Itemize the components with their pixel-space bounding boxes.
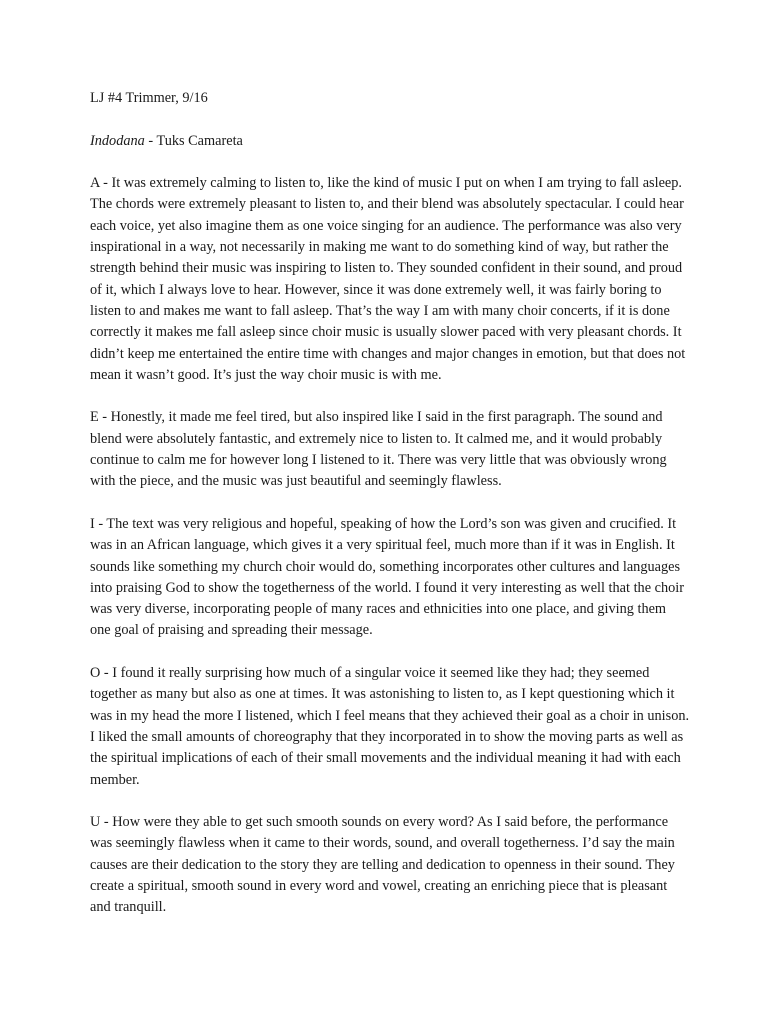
performer-name: Tuks Camareta	[156, 132, 243, 149]
piece-title-line	[90, 131, 690, 152]
title-separator: -	[144, 132, 157, 149]
paragraph-i: I - The text was very religious and hopeful, speaking of how the Lord’s son was given and crucified. It was in an African language, which gives it a very spiritual feel, much more than if it was in English. It sounds like something my church choir would do, something incorporates other cultures and languages into praising God to show the togetherness of the world. I found it very interesting as well that the choir was very diverse, incorporating people of many races and ethnicities into one place, and giving them one goal of praising and spreading their message.	[90, 515, 684, 639]
paragraph-o: O - I found it really surprising how much of a singular voice it seemed like they had; they seemed together as many but also as one at times. It was astonishing to listen to, as I kept questioning which it was in my head the more I listened, which I feel means that they achieved their goal as a choir in unison. I liked the small amounts of choreography that they incorporated in to show the moving parts as well as the spiritual implications of each of their small movements and the individual meaning it had with each member.	[90, 665, 690, 788]
piece-title: Indodana	[90, 132, 145, 149]
journal-heading: LJ #4 Trimmer, 9/16	[90, 90, 208, 106]
paragraph-u: U - How were they able to get such smooth sounds on every word? As I said before, the performance was seemingly flawless when it came to their words, sound, and overall togetherness. I’d say the main causes are their dedication to the story they are telling and dedication to openness in their sound. They create a spiritual, smooth sound in every word and vowel, creating an enriching piece that is pleasant and tranquill.	[90, 814, 675, 916]
paragraph-e: E - Honestly, it made me feel tired, but also inspired like I said in the first paragraph. The sound and blend were absolutely fantastic, and extremely nice to listen to. It calmed me, and it would probably continue to calm me for however long I listened to it. There was very little that was obviously wrong with the piece, and the music was just beautiful and seemingly flawless.	[90, 409, 667, 490]
paragraph-a: A - It was extremely calming to listen to, like the kind of music I put on when I am trying to fall asleep. The chords were extremely pleasant to listen to, and their blend was absolutely spectacular. I could hear each voice, yet also imagine them as one voice singing for an audience. The performance was also very inspirational in a way, not necessarily in making me want to do something kind of way, but rather the strength behind their music was inspiring to listen to. They sounded confident in their sound, and proud of it, which I always love to hear. However, since it was done extremely well, it was fairly boring to listen to and makes me want to fall asleep. That’s the way I am with many choir concerts, if it is done correctly it makes me fall asleep since choir music is usually slower paced with very pleasant chords. It didn’t keep me entertained the entire time with changes and major changes in emotion, but that does not mean it wasn’t good. It’s just the way choir music is with me.	[90, 175, 686, 383]
document-page	[90, 88, 690, 940]
